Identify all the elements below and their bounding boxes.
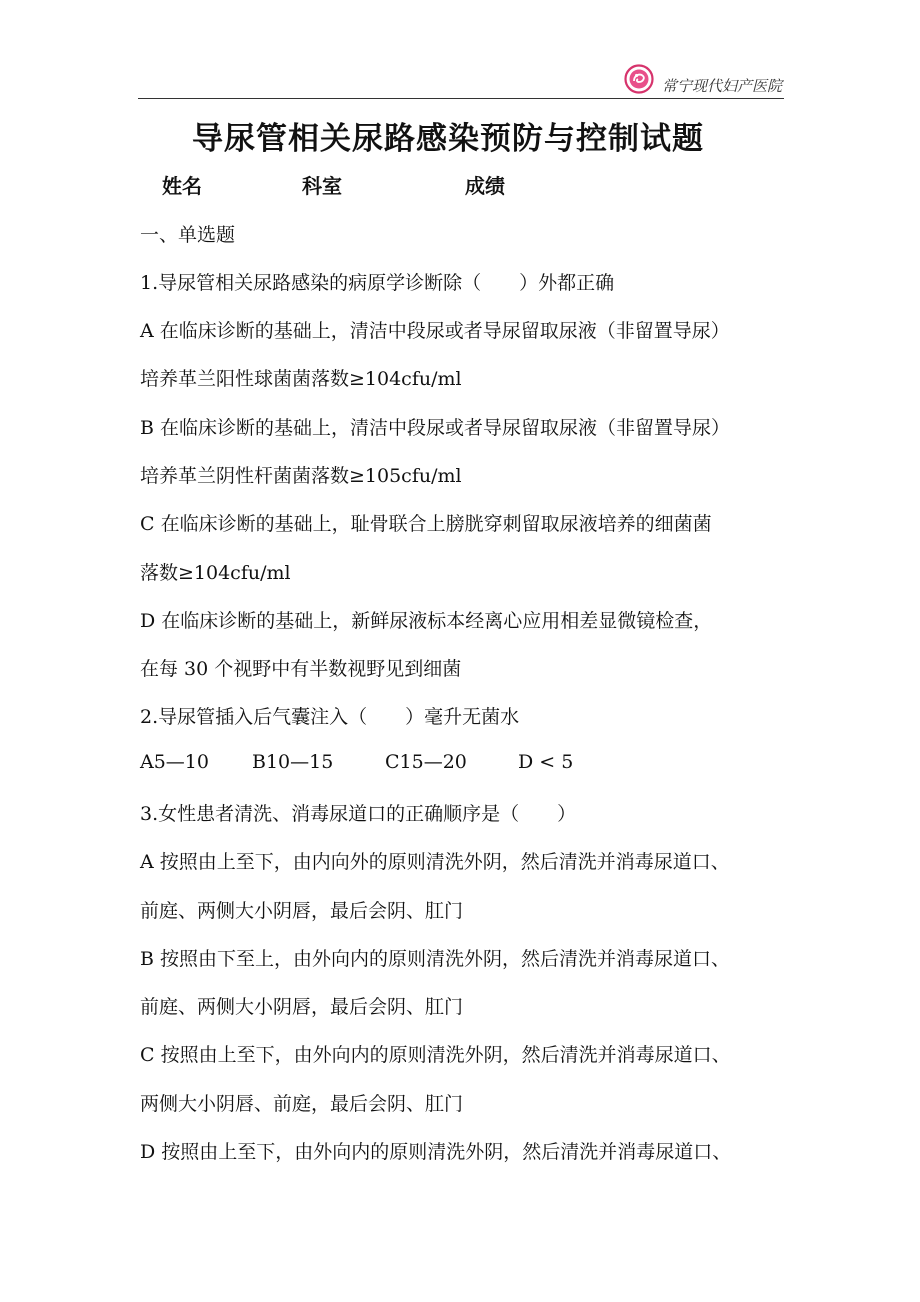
hospital-name: 常宁现代妇产医院 [661,77,782,95]
question-1-option-b-cont: 培养革兰阴性杆菌菌落数≥105cfu/ml [140,465,462,487]
question-3-option-d: D 按照由上至下，由外向内的原则清洗外阴，然后清洗并消毒尿道口、 [140,1141,732,1163]
question-1-option-c: C 在临床诊断的基础上，耻骨联合上膀胱穿刺留取尿液培养的细菌菌 [140,513,712,535]
question-1-option-a-cont: 培养革兰阳性球菌菌落数≥104cfu/ml [140,368,462,390]
page-header [138,62,784,99]
question-2-option-c: C15—20 [385,751,467,773]
question-3-option-b-cont: 前庭、两侧大小阴唇，最后会阴、肛门 [140,996,464,1018]
score-label: 成绩 [465,174,505,198]
question-1-stem: 1.导尿管相关尿路感染的病原学诊断除（ ）外都正确 [140,272,615,294]
question-2-option-b: B10—15 [252,751,334,773]
question-3-option-a: A 按照由上至下，由内向外的原则清洗外阴，然后清洗并消毒尿道口、 [140,851,730,873]
question-2-option-a: A5—10 [140,751,209,773]
question-3-option-b: B 按照由下至上，由外向内的原则清洗外阴，然后清洗并消毒尿道口、 [140,948,731,970]
section-heading: 一、单选题 [140,224,236,246]
question-3-option-a-cont: 前庭、两侧大小阴唇，最后会阴、肛门 [140,900,464,922]
question-2-option-d: D < 5 [518,751,574,773]
question-3-option-c: C 按照由上至下，由外向内的原则清洗外阴，然后清洗并消毒尿道口、 [140,1044,731,1066]
department-label: 科室 [302,174,342,198]
question-1-option-d: D 在临床诊断的基础上，新鲜尿液标本经离心应用相差显微镜检查， [140,610,713,632]
question-3-option-c-cont: 两侧大小阴唇、前庭，最后会阴、肛门 [140,1093,464,1115]
question-1-option-c-cont: 落数≥104cfu/ml [140,562,291,584]
question-3-stem: 3.女性患者清洗、消毒尿道口的正确顺序是（ ） [140,803,577,825]
question-1-option-d-cont: 在每 30 个视野中有半数视野见到细菌 [140,658,462,680]
hospital-logo-icon [624,64,654,94]
question-2-stem: 2.导尿管插入后气囊注入（ ）毫升无菌水 [140,706,520,728]
name-label: 姓名 [162,174,202,198]
question-1-option-b: B 在临床诊断的基础上，清洁中段尿或者导尿留取尿液（非留置导尿） [140,417,731,439]
question-1-option-a: A 在临床诊断的基础上，清洁中段尿或者导尿留取尿液（非留置导尿） [140,320,730,342]
page-title: 导尿管相关尿路感染预防与控制试题 [192,121,704,157]
